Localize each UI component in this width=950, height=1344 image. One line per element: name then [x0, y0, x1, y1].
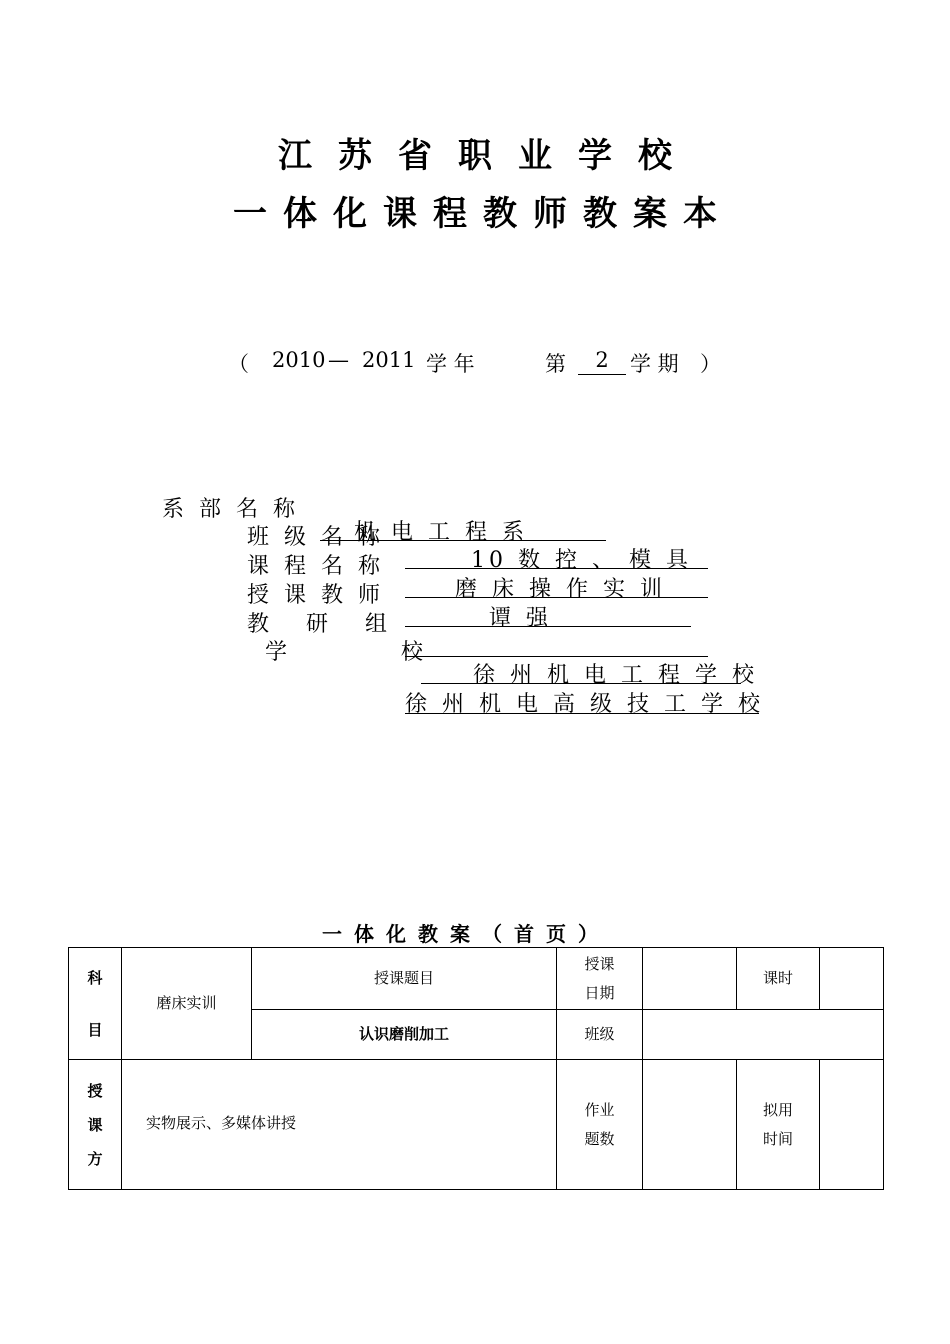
- date-label-cell: [557, 948, 643, 1010]
- term-year-start: 2010: [272, 348, 326, 372]
- topic-value: 认识磨削加工: [252, 1010, 557, 1060]
- department-label: 系 部 名 称: [162, 497, 299, 522]
- homework-label-cell: [557, 1060, 643, 1190]
- date-label-line-1: 授课: [584, 954, 615, 973]
- hours-label: 课时: [737, 948, 820, 1010]
- school-field-2: [405, 687, 764, 717]
- hours-value: [820, 948, 884, 1010]
- school-label: 学 校: [265, 640, 427, 665]
- time-label-line-2: 时间: [762, 1129, 793, 1148]
- homework-label-line-1: 作业: [584, 1100, 615, 1119]
- school-value-1: 徐 州 机 电 工 程 学 校: [473, 663, 758, 688]
- course-label: 课 程 名 称: [247, 554, 384, 579]
- notebook-title: 一体化课程教师教案本: [233, 194, 733, 234]
- term-semester-label: 学 期: [630, 352, 679, 376]
- lesson-plan-caption: 一体化教案（首页）: [322, 922, 610, 946]
- method-label-cell: [69, 1060, 122, 1190]
- term-semester-number: 2: [578, 348, 626, 375]
- subject-label-cell: [69, 948, 122, 1060]
- subject-value: 磨床实训: [122, 948, 252, 1060]
- subject-char-1: 科: [87, 968, 103, 987]
- teacher-value: 谭 强: [489, 606, 552, 631]
- class-value: 10 数 控 、 模 具: [471, 548, 692, 573]
- term-year-label: 学 年: [426, 352, 475, 376]
- teacher-label: 授 课 教 师: [247, 583, 384, 608]
- term-ordinal: 第: [545, 352, 566, 376]
- method-char-3: 方: [87, 1149, 103, 1168]
- class-value-cell: [643, 1010, 884, 1060]
- date-label-line-2: 日期: [584, 983, 615, 1002]
- subject-char-2: 目: [87, 1020, 103, 1039]
- course-value: 磨 床 操 作 实 训: [455, 577, 666, 602]
- time-label-line-1: 拟用: [762, 1100, 793, 1119]
- method-char-2: 课: [87, 1115, 103, 1134]
- term-close-paren: ）: [700, 352, 721, 376]
- class-label-cell: 班级: [557, 1010, 643, 1060]
- term-dash: —: [328, 348, 349, 372]
- time-label-cell: [737, 1060, 820, 1190]
- method-value: 实物展示、多媒体讲授: [122, 1060, 557, 1190]
- school-title: 江苏省职业学校: [278, 136, 698, 176]
- department-value: 机 电 工 程 系: [354, 520, 528, 545]
- topic-header: 授课题目: [252, 948, 557, 1010]
- school-value-2: 徐 州 机 电 高 级 技 工 学 校: [405, 692, 764, 717]
- date-value: [643, 948, 737, 1010]
- term-year-end: 2011: [362, 348, 416, 372]
- method-char-1: 授: [87, 1081, 103, 1100]
- term-open-paren: （: [228, 352, 249, 376]
- homework-label-line-2: 题数: [584, 1129, 615, 1148]
- time-value: [820, 1060, 884, 1190]
- class-label: 班 级 名 称: [247, 525, 384, 550]
- homework-value: [643, 1060, 737, 1190]
- research-group-label: 教 研 组: [247, 612, 391, 637]
- lesson-plan-table: [68, 947, 884, 1190]
